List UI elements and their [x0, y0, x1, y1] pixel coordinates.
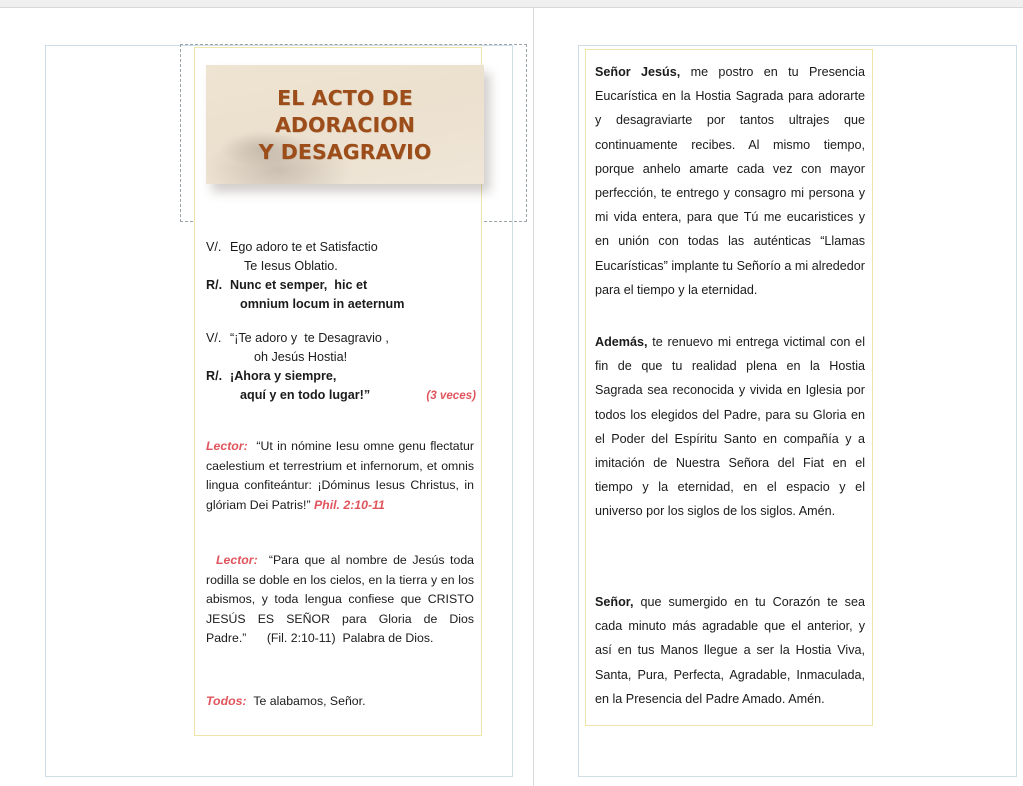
prayer-paragraph-1	[595, 60, 865, 302]
versicle-group-spanish	[206, 329, 478, 405]
versicle-text-2: oh Jesús Hostia!	[254, 350, 348, 364]
response-line-2	[206, 295, 478, 314]
reading-latin-citation: Phil. 2:10-11	[313, 497, 385, 512]
versicle-text: “¡Te adoro y te Desagravio ,	[230, 331, 389, 345]
title-line-2: Y DESAGRAVIO	[258, 140, 432, 164]
title-line-1: EL ACTO DE ADORACION	[274, 86, 416, 137]
reading-spanish-speaker: Lector:	[216, 553, 258, 567]
reading-spanish-closing: Palabra de Dios.	[342, 631, 434, 645]
prayer-2-lead: Además,	[595, 335, 648, 349]
versicle-text-2: Te Iesus Oblatio.	[244, 259, 338, 273]
reading-spanish	[206, 551, 474, 649]
versicle-line-1	[206, 238, 478, 257]
reading-latin-speaker: Lector:	[206, 439, 248, 453]
response-line-1	[206, 367, 478, 386]
reading-spanish-citation: (Fil. 2:10-11)	[266, 631, 336, 645]
versicle-line-2	[206, 257, 478, 276]
reading-spanish-body: “Para que al nombre de Jesús toda rodilla se doble en los cielos, en la tierra y en los abismos, y toda lengua confiese que CRISTO JESÚS ES SEÑOR para Gloria de Dios Padre.”	[206, 553, 474, 645]
response-all-speaker: Todos:	[206, 694, 247, 708]
response-marker: R/.	[206, 278, 223, 292]
versicle-marker: V/.	[206, 240, 222, 254]
versicle-text: Ego adoro te et Satisfactio	[230, 240, 378, 254]
title-banner-image[interactable]	[206, 65, 484, 184]
reading-latin	[206, 437, 474, 515]
repeat-note: (3 veces)	[426, 389, 476, 402]
versicle-line-1	[206, 329, 478, 348]
response-text: Nunc et semper, hic et	[230, 278, 368, 292]
response-line-1	[206, 276, 478, 295]
prayer-3-lead: Señor,	[595, 595, 634, 609]
prayer-1-body: me postro en tu Presencia Eucarística en la Hostia Sagrada para adorarte y desagraviarte por tantos ultrajes que continuamente recibes. Al mismo tiempo, porque anhelo amarte cada vez con mayor perfección, te entrego y consagro mi persona y mi vida entera, para que Tú me eucaristices y en unión con todas las auténticas “Llamas Eucarísticas” implante tu Señorío a mi alrededor para el tiempo y la eternidad.	[595, 65, 865, 297]
versicle-group-latin	[206, 238, 478, 314]
prayer-2-body: te renuevo mi entrega victimal con el fin de que tu realidad plena en la Hostia Sagrada sea reconocida y vivida en Iglesia por todos los elegidos del Padre, para su Gloria en el Poder del Espíritu Santo en compañía y a imitación de Nuestra Señora del Fiat en el tiempo y la eternidad, en el espacio y el universo por los siglos de los siglos. Amén.	[595, 335, 865, 519]
prayer-1-lead: Señor Jesús,	[595, 65, 681, 79]
page-divider	[533, 7, 534, 786]
title-text	[206, 85, 484, 166]
response-all-body: Te alabamos, Señor.	[253, 694, 366, 708]
reading-latin-body: “Ut in nómine Iesu omne genu flectatur caelestium et terrestrium et infernorum, et omnis lingua confiteántur: ¡Dóminus Iesus Christus, in glóriam Dei Patris!”	[206, 439, 474, 512]
response-text: ¡Ahora y siempre,	[230, 369, 337, 383]
versicle-marker: V/.	[206, 331, 222, 345]
response-text-2: omnium locum in aeternum	[240, 297, 405, 311]
versicle-line-2	[206, 348, 478, 367]
response-text-2: aquí y en todo lugar!”	[240, 388, 371, 402]
versicle-response-block	[206, 238, 478, 420]
prayer-paragraph-2	[595, 330, 865, 524]
response-all	[206, 692, 474, 712]
prayer-3-body: que sumergido en tu Corazón te sea cada minuto más agradable que el anterior, y así en tus Manos llegue a ser la Hostia Viva, Santa, Pura, Perfecta, Agradable, Inmaculada, en la Presencia del Padre Amado. Amén.	[595, 595, 865, 706]
response-marker: R/.	[206, 369, 223, 383]
window-top-strip	[0, 0, 1023, 8]
prayer-paragraph-3	[595, 590, 865, 711]
